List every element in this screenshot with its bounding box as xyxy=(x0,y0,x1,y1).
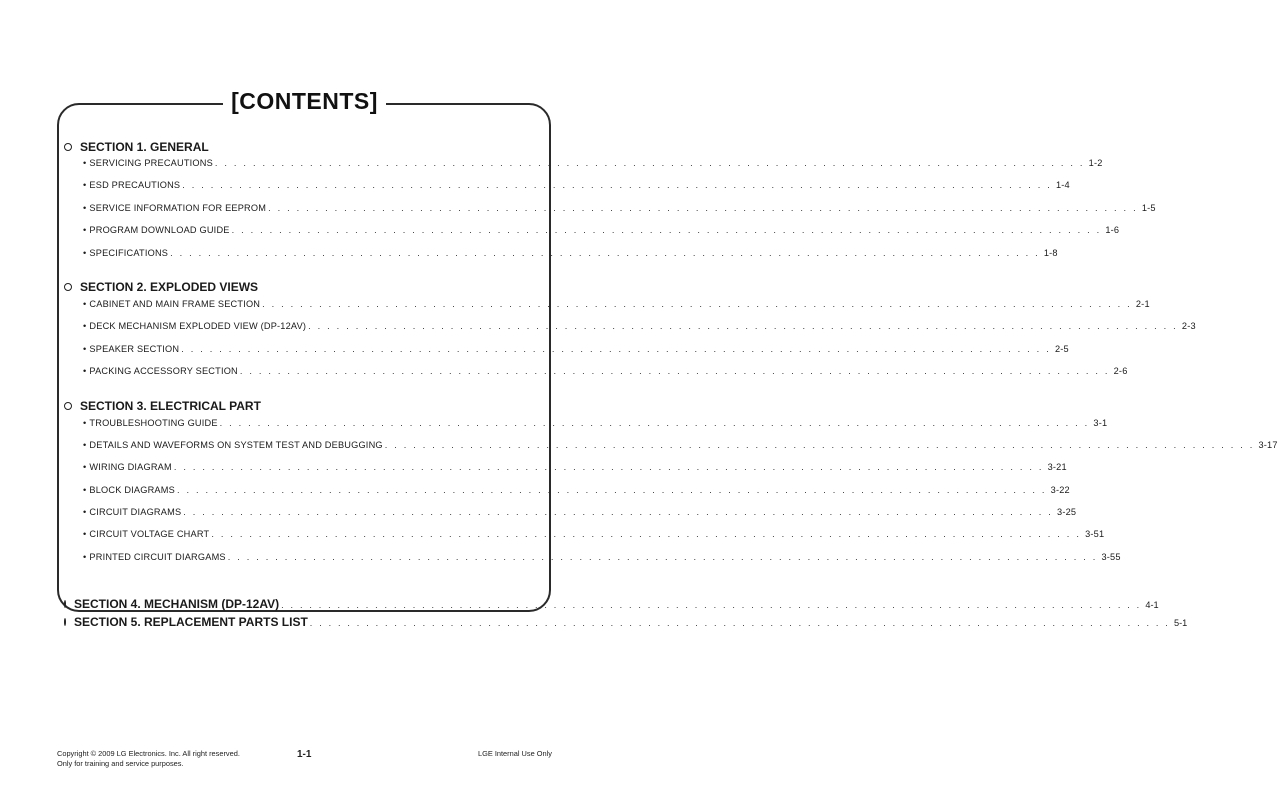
toc-entry-label: WIRING DIAGRAM xyxy=(89,462,172,473)
toc-entry-label: PRINTED CIRCUIT DIARGAMS xyxy=(89,551,226,562)
dot-leader: . . . . . . . . . . . . . . . . . . . . . . . . . . . . . . . . . . . . . . . . . . . . . . . . . . . . . . . . . . . . . . . . . . . . . . . . . . . . . . . . . . . . . . . . . . . . xyxy=(227,551,1098,562)
toc-entry[interactable] xyxy=(62,158,1103,180)
toc-entry-page: 2-6 xyxy=(1113,366,1128,377)
section-heading-label: SECTION 3. ELECTRICAL PART xyxy=(80,399,261,414)
section-heading-label: SECTION 1. GENERAL xyxy=(80,139,209,154)
toc-entry[interactable] xyxy=(62,551,1121,574)
bullet-icon: • xyxy=(83,225,87,236)
toc-entry-page: 3-51 xyxy=(1085,529,1105,540)
bullet-icon: • xyxy=(83,321,87,332)
toc-entry-page: 3-21 xyxy=(1047,462,1067,473)
toc-entry-page: 1-5 xyxy=(1141,202,1156,213)
toc-entry-label: BLOCK DIAGRAMS xyxy=(89,484,175,495)
dot-leader: . . . . . . . . . . . . . . . . . . . . . . . . . . . . . . . . . . . . . . . . . . . . . . . . . . . . . . . . . . . . . . . . . . . . . . . . . . . . . . . . . . . . . . . . . . . . xyxy=(181,343,1051,354)
toc-entry-label: SERVICING PRECAUTIONS xyxy=(89,158,213,168)
toc-entry[interactable] xyxy=(62,298,1150,321)
bullet-icon: • xyxy=(83,343,87,354)
section-line-page: 5-1 xyxy=(1174,618,1188,629)
toc-entry-label: PACKING ACCESSORY SECTION xyxy=(89,366,238,377)
toc-entry-label: SPEAKER SECTION xyxy=(89,343,180,354)
toc-entry-page: 2-1 xyxy=(1135,298,1150,309)
page-title: [CONTENTS] xyxy=(223,88,386,115)
footer-left xyxy=(57,749,240,769)
dot-leader: . . . . . . . . . . . . . . . . . . . . . . . . . . . . . . . . . . . . . . . . . . . . . . . . . . . . . . . . . . . . . . . . . . . . . . . . . . . . . . . . . . . . . . . . . . . . xyxy=(309,618,1170,629)
section-heading-label: SECTION 2. EXPLODED VIEWS xyxy=(80,280,259,295)
toc-entry-page: 3-17 xyxy=(1258,439,1278,450)
toc-entry-label: CABINET AND MAIN FRAME SECTION xyxy=(89,298,261,309)
toc-section-2 xyxy=(62,279,1196,389)
page-number: 1-1 xyxy=(297,749,312,760)
toc-entry[interactable] xyxy=(62,417,1108,440)
toc-section-3 xyxy=(62,398,1278,575)
toc-entry-page: 3-22 xyxy=(1050,484,1070,495)
dot-leader: . . . . . . . . . . . . . . . . . . . . . . . . . . . . . . . . . . . . . . . . . . . . . . . . . . . . . . . . . . . . . . . . . . . . . . . . . . . . . . . . . . . . . . . . . . . . xyxy=(170,247,1040,258)
dot-leader: . . . . . . . . . . . . . . . . . . . . . . . . . . . . . . . . . . . . . . . . . . . . . . . . . . . . . . . . . . . . . . . . . . . . . . . . . . . . . . . . . . . . . . . . . . . . xyxy=(219,417,1090,428)
toc-entry[interactable] xyxy=(62,202,1156,225)
bullet-icon: • xyxy=(83,366,87,377)
toc-entry-label: ESD PRECAUTIONS xyxy=(89,180,181,191)
bullet-icon: • xyxy=(83,507,87,518)
section-heading[interactable] xyxy=(62,138,530,155)
toc-entry[interactable] xyxy=(62,507,1077,529)
dot-leader: . . . . . . . . . . . . . . . . . . . . . . . . . . . . . . . . . . . . . . . . . . . . . . . . . . . . . . . . . . . . . . . . . . . . . . . . . . . . . . . . . . . . . . . . . . . . xyxy=(239,366,1110,377)
toc-entry[interactable] xyxy=(62,462,1067,484)
toc-entry-label: CIRCUIT VOLTAGE CHART xyxy=(89,529,210,540)
toc-entry[interactable] xyxy=(62,366,1128,388)
dot-leader: . . . . . . . . . . . . . . . . . . . . . . . . . . . . . . . . . . . . . . . . . . . . . . . . . . . . . . . . . . . . . . . . . . . . . . . . . . . . . . . . . . . . . . . . . . . . xyxy=(384,439,1255,450)
toc-entry-page: 1-6 xyxy=(1105,225,1120,236)
dot-leader: . . . . . . . . . . . . . . . . . . . . . . . . . . . . . . . . . . . . . . . . . . . . . . . . . . . . . . . . . . . . . . . . . . . . . . . . . . . . . . . . . . . . . . . . . . . . xyxy=(173,462,1044,473)
bullet-icon: • xyxy=(83,484,87,495)
toc-section-1 xyxy=(62,138,1156,270)
bullet-icon: • xyxy=(83,180,87,191)
dot-leader: . . . . . . . . . . . . . . . . . . . . . . . . . . . . . . . . . . . . . . . . . . . . . . . . . . . . . . . . . . . . . . . . . . . . . . . . . . . . . . . . . . . . . . . . . . . . xyxy=(268,202,1138,213)
bullet-icon: • xyxy=(83,417,87,428)
toc-entry-page: 3-25 xyxy=(1057,507,1077,518)
toc-entry-label: DECK MECHANISM EXPLODED VIEW (DP-12AV) xyxy=(89,321,307,332)
title-wrap xyxy=(0,88,609,115)
toc-entry-page: 2-3 xyxy=(1181,321,1196,332)
toc-entry-page: 1-4 xyxy=(1055,180,1070,191)
section-line-label: SECTION 4. MECHANISM (DP-12AV) xyxy=(74,597,280,612)
section-heading[interactable] xyxy=(62,398,530,415)
bullet-icon: • xyxy=(83,247,87,258)
bullet-icon: • xyxy=(83,529,87,540)
dot-leader: . . . . . . . . . . . . . . . . . . . . . . . . . . . . . . . . . . . . . . . . . . . . . . . . . . . . . . . . . . . . . . . . . . . . . . . . . . . . . . . . . . . . . . . . . . . . xyxy=(182,180,1052,191)
toc-entry[interactable] xyxy=(62,321,1196,343)
toc-section-4[interactable] xyxy=(62,597,1159,615)
toc-entry-page: 1-2 xyxy=(1088,158,1103,168)
toc-entry-label: SPECIFICATIONS xyxy=(89,247,169,258)
bullet-icon: • xyxy=(83,462,87,473)
dot-leader: . . . . . . . . . . . . . . . . . . . . . . . . . . . . . . . . . . . . . . . . . . . . . . . . . . . . . . . . . . . . . . . . . . . . . . . . . . . . . . . . . . . . . . . . . . . . xyxy=(231,225,1102,236)
toc-entry[interactable] xyxy=(62,343,1069,366)
toc-entry-label: CIRCUIT DIAGRAMS xyxy=(89,507,182,518)
toc-entry[interactable] xyxy=(62,439,1278,462)
dot-leader: . . . . . . . . . . . . . . . . . . . . . . . . . . . . . . . . . . . . . . . . . . . . . . . . . . . . . . . . . . . . . . . . . . . . . . . . . . . . . . . . . . . . . . . . . . . . xyxy=(211,529,1082,540)
toc-entry-page: 2-5 xyxy=(1054,343,1069,354)
toc-entry-page: 3-55 xyxy=(1101,551,1121,562)
dot-leader: . . . . . . . . . . . . . . . . . . . . . . . . . . . . . . . . . . . . . . . . . . . . . . . . . . . . . . . . . . . . . . . . . . . . . . . . . . . . . . . . . . . . . . . . . . . . xyxy=(214,158,1085,168)
dot-leader: . . . . . . . . . . . . . . . . . . . . . . . . . . . . . . . . . . . . . . . . . . . . . . . . . . . . . . . . . . . . . . . . . . . . . . . . . . . . . . . . . . . . . . . . . . . . xyxy=(281,600,1142,611)
bullet-icon: • xyxy=(83,551,87,562)
toc-entry-page: 1-8 xyxy=(1043,247,1058,258)
toc-entry[interactable] xyxy=(62,225,1120,247)
training-text: Only for training and service purposes. xyxy=(57,759,184,768)
spacer xyxy=(62,583,530,597)
toc-entry-page: 3-1 xyxy=(1093,417,1108,428)
bullet-icon: • xyxy=(83,298,87,309)
internal-use-text: LGE Internal Use Only xyxy=(478,749,552,758)
toc-entry[interactable] xyxy=(62,529,1105,551)
toc xyxy=(62,138,1278,633)
toc-section-5[interactable] xyxy=(62,615,1188,633)
section-line-page: 4-1 xyxy=(1145,600,1159,611)
toc-entry-label: TROUBLESHOOTING GUIDE xyxy=(89,417,218,428)
toc-entry-label: PROGRAM DOWNLOAD GUIDE xyxy=(89,225,230,236)
circle-bullet-icon xyxy=(64,618,66,626)
toc-entry-label: DETAILS AND WAVEFORMS ON SYSTEM TEST AND DEBUGGING xyxy=(89,439,383,450)
bullet-icon: • xyxy=(83,158,87,168)
dot-leader: . . . . . . . . . . . . . . . . . . . . . . . . . . . . . . . . . . . . . . . . . . . . . . . . . . . . . . . . . . . . . . . . . . . . . . . . . . . . . . . . . . . . . . . . . . . . xyxy=(183,507,1054,518)
dot-leader: . . . . . . . . . . . . . . . . . . . . . . . . . . . . . . . . . . . . . . . . . . . . . . . . . . . . . . . . . . . . . . . . . . . . . . . . . . . . . . . . . . . . . . . . . . . . xyxy=(262,298,1132,309)
section-heading[interactable] xyxy=(62,279,530,296)
toc-entry[interactable] xyxy=(62,484,1070,507)
circle-bullet-icon xyxy=(64,402,72,410)
circle-bullet-icon xyxy=(64,600,66,608)
circle-bullet-icon xyxy=(64,143,72,151)
circle-bullet-icon xyxy=(64,283,72,291)
toc-entry[interactable] xyxy=(62,180,1070,202)
toc-entry[interactable] xyxy=(62,247,1058,270)
dot-leader: . . . . . . . . . . . . . . . . . . . . . . . . . . . . . . . . . . . . . . . . . . . . . . . . . . . . . . . . . . . . . . . . . . . . . . . . . . . . . . . . . . . . . . . . . . . . xyxy=(308,321,1178,332)
dot-leader: . . . . . . . . . . . . . . . . . . . . . . . . . . . . . . . . . . . . . . . . . . . . . . . . . . . . . . . . . . . . . . . . . . . . . . . . . . . . . . . . . . . . . . . . . . . . xyxy=(176,484,1047,495)
toc-entry-label: SERVICE INFORMATION FOR EEPROM xyxy=(89,202,267,213)
copyright-text: Copyright © 2009 LG Electronics. Inc. All right reserved. xyxy=(57,749,240,758)
section-line-label: SECTION 5. REPLACEMENT PARTS LIST xyxy=(74,615,308,630)
bullet-icon: • xyxy=(83,439,87,450)
bullet-icon: • xyxy=(83,202,87,213)
